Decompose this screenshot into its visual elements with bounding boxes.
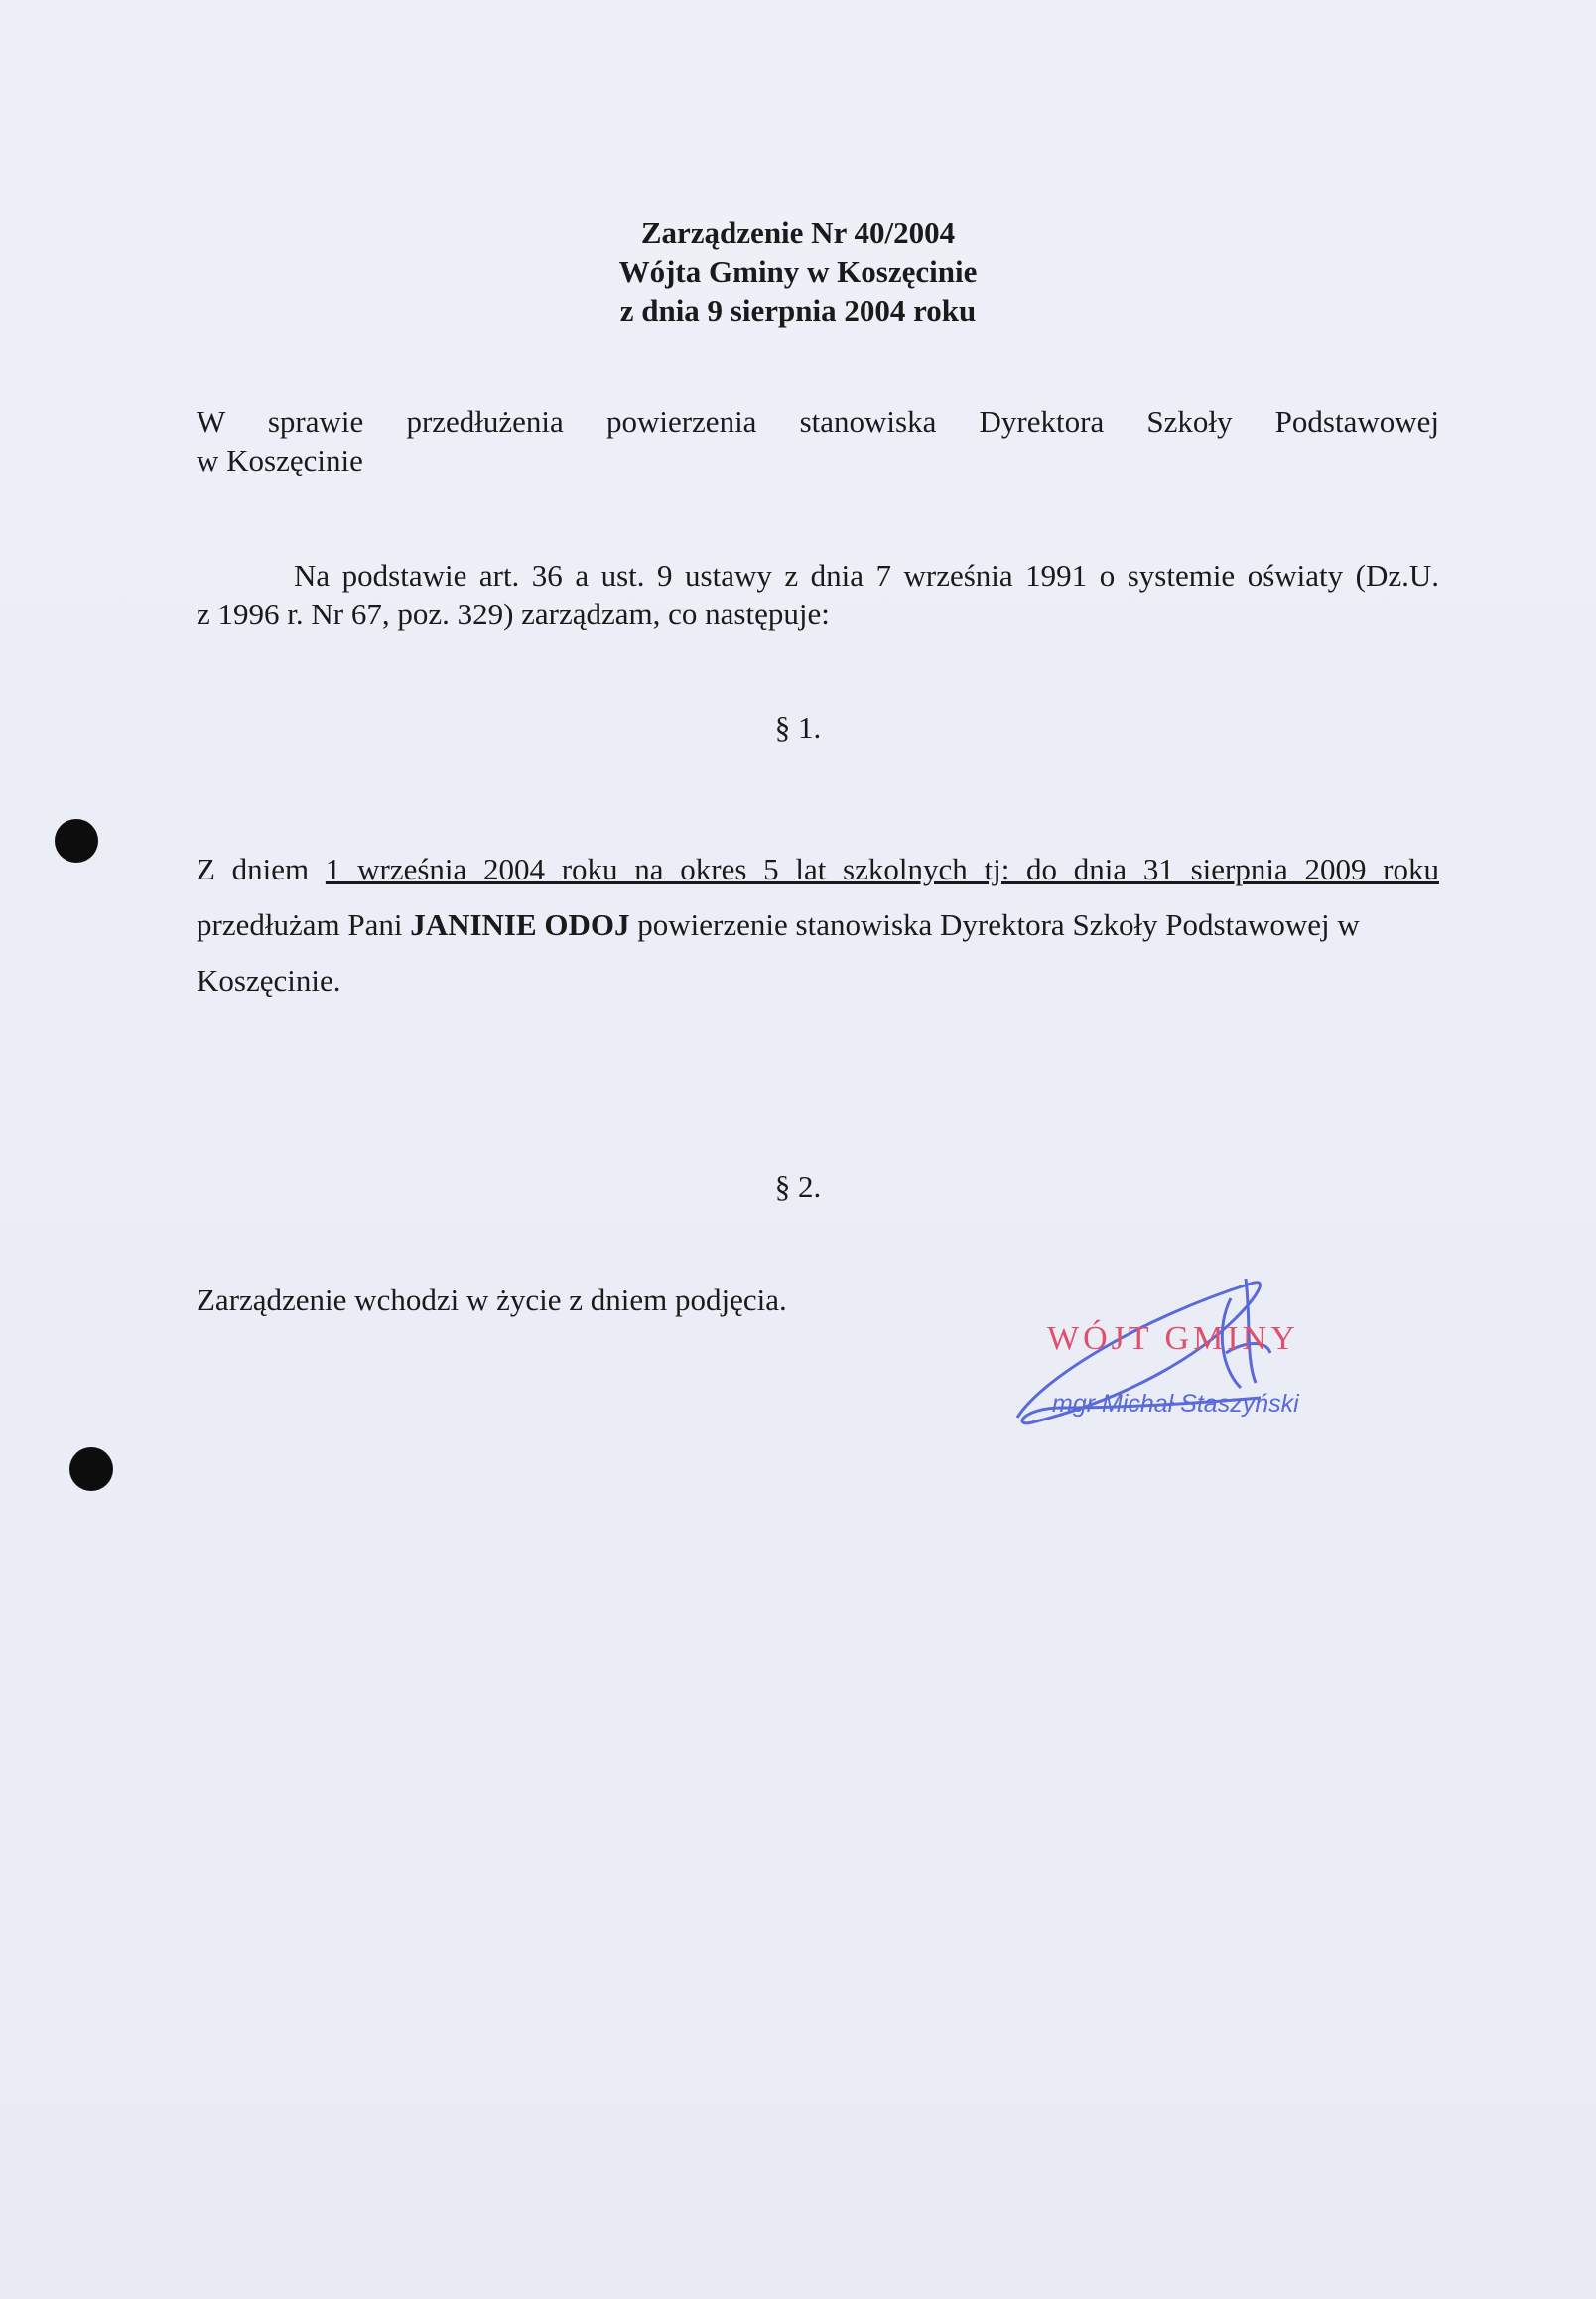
header-date: z dnia 9 sierpnia 2004 roku — [619, 293, 977, 328]
punch-hole-top — [55, 819, 98, 863]
document-header — [0, 213, 1596, 330]
subject-block — [197, 402, 1439, 479]
section-1-line-1 — [197, 842, 1439, 897]
section-1-line-3: Koszęcinie. — [197, 963, 341, 998]
section-2-body: Zarządzenie wchodzi w życie z dniem podjęcia. — [197, 1283, 787, 1317]
header-title: Zarządzenie Nr 40/2004 — [640, 215, 956, 250]
subject-line-2: w Koszęcinie — [197, 443, 363, 477]
section-1-prefix: Z dniem — [197, 852, 326, 886]
header-authority: Wójta Gminy w Koszęcinie — [618, 254, 978, 289]
section-1-body — [197, 842, 1439, 1009]
legal-basis-line-2: z 1996 r. Nr 67, poz. 329) zarządzam, co następuje: — [197, 597, 830, 631]
section-1-line-2-before: przedłużam Pani — [197, 907, 411, 942]
legal-basis-block — [197, 556, 1439, 633]
subject-line-1: W sprawie przedłużenia powierzenia stanowiska Dyrektora Szkoły Podstawowej — [197, 404, 1439, 439]
stamp-name: mgr Michał Staszyński — [1052, 1390, 1299, 1418]
section-1-line-2-after: powierzenie stanowiska Dyrektora Szkoły Podstawowej w — [629, 907, 1360, 942]
section-1-line-2 — [197, 897, 1439, 953]
legal-basis-line-1: Na podstawie art. 36 a ust. 9 ustawy z dnia 7 września 1991 o systemie oświaty (Dz.U. — [294, 558, 1439, 593]
section-1-heading: § 1. — [774, 710, 822, 744]
stamp-title: WÓJT GMINY — [1047, 1320, 1299, 1357]
section-2-heading: § 2. — [774, 1169, 822, 1204]
appointee-name: JANINIE ODOJ — [410, 907, 630, 942]
section-1-period: 1 września 2004 roku na okres 5 lat szkolnych tj: do dnia 31 sierpnia 2009 roku — [325, 852, 1439, 886]
punch-hole-bottom — [69, 1447, 113, 1491]
